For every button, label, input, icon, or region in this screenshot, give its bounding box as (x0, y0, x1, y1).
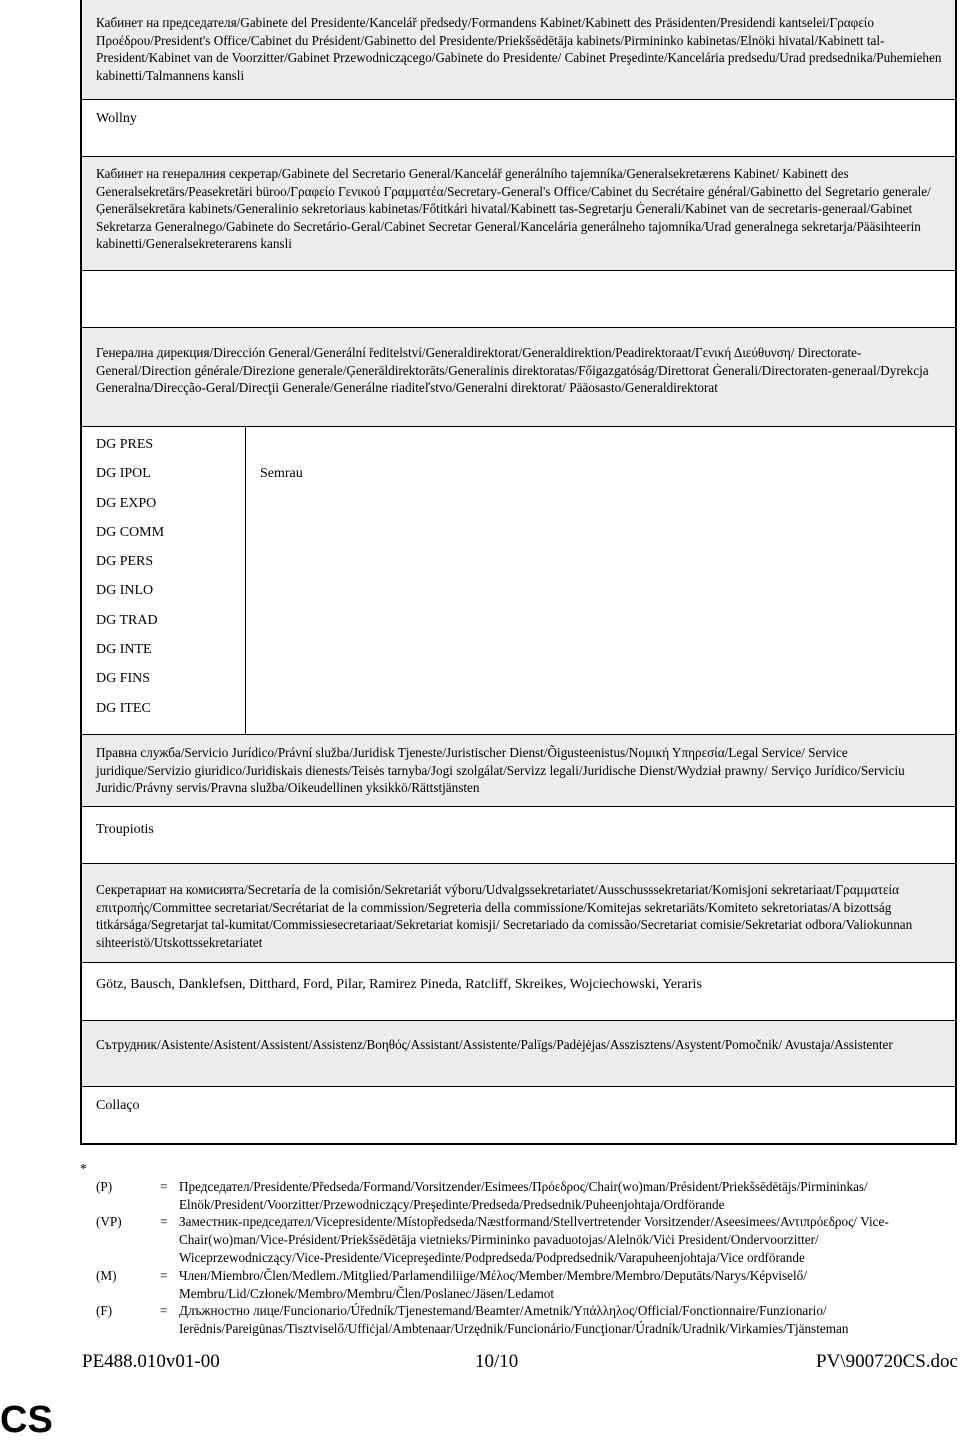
directorates-general-header (82, 327, 955, 426)
legal-service-header (82, 734, 955, 806)
secretary-general-cabinet-header (82, 156, 955, 270)
assistants-names (82, 1086, 955, 1143)
dg-item: DG COMM (96, 524, 165, 540)
dg-item: DG PERS (96, 554, 154, 570)
footnote-key: (M) (96, 1267, 117, 1283)
section-heading: Сътрудник/Asistente/Asistent/Assistent/Assistenz/Βοηθός/Assistant/Assistente/Palīgs/Padėjėjas/Asszisztens/Asystent/Pomočnik/ Avustaja/Assistenter (96, 1037, 893, 1052)
section-heading: Кабинет на председателя/Gabinete del Presidente/Kancelář předsedy/Formandens Kabinet/Kabinett des Präsidenten/Presidendi kantselei/Γραφείο Προέδρου/President's Office/Cabinet du Président/Gabinetto del Presidente/Priekšsēdētāja kabinets/Pirmininko kabinetas/Elnöki hivatal/Kabinett tal-President/Kabinet van de Voorzitter/Gabinet Przewodniczącego/Gabinete do Presidente/ Cabinet Preşedinte/Kancelária predsedu/Urad predsednika/Puhemiehen kabinetti/Talmannens kansli (96, 15, 942, 83)
names-list: Götz, Bausch, Danklefsen, Ditthard, Ford, Pilar, Ramirez Pineda, Ratcliff, Skreikes, Wojciechowski, Yeraris (96, 977, 702, 992)
names-list: Wollny (96, 111, 137, 126)
assistants-header (82, 1020, 955, 1086)
footnote-president (80, 1178, 958, 1214)
language-code: CS (0, 1399, 53, 1441)
footnote-key: (F) (96, 1303, 113, 1319)
footnote-text: Член/Miembro/Člen/Medlem./Mitglied/Parlamendiliige/Μέλος/Member/Membre/Membro/Deputāts/Narys/Képviselő/ Membru/Lid/Członek/Membro/Membru/Člen/Poslanec/Jäsen/Ledamot (179, 1267, 807, 1301)
footnote-vice-president (80, 1213, 958, 1266)
footnotes (80, 1160, 958, 1338)
president-cabinet-header (82, 0, 955, 99)
footnote-text: Заместник-председател/Vicepresidente/Místopředseda/Næstformand/Stellvertretender Vorsitzender/Aseesimees/Αντιπρόεδρος/ Vice-Chair(wo)man/Vice-Président/Priekšsēdētāja vietnieks/Pirmininko pavaduotojas/Alelnök/Viċi President/Ondervoorzitter/ Wiceprzewodniczący/Vice-Presidente/Vicepreşedinte/Podpredseda/Podpredsednik/Varapuheenjohtaja/Vice ordförande (179, 1214, 889, 1265)
dg-item: DG FINS (96, 671, 151, 687)
participants-table (80, 0, 957, 1145)
section-heading: Генерална дирекция/Dirección General/Generální ředitelství/Generaldirektorat/Generaldirektion/Peadirektoraat/Γενική Διεύθυνση/ Directorate-General/Direction générale/Direzione generale/Ģenerāldirektorāts/Generalinis direktoratas/Főigazgatóság/Direttorat Ġenerali/Directoraten-generaal/Dyrekcja Generalna/Direcção-Geral/Direcţii Generale/Generálne riaditeľstvo/Generalni direktorat/ Pääosasto/Generaldirektorat (96, 345, 929, 396)
footnote-text: Председател/Presidente/Předseda/Formand/Vorsitzender/Esimees/Πρόεδρος/Chair(wo)man/Président/Priekšsēdētājs/Pirmininkas/ Elnök/President/Voorzitter/Przewodniczący/Preşedinte/Predseda/Predsednik/Puheenjohtaja/Ordförande (179, 1178, 868, 1212)
dg-item: DG IPOL (96, 466, 151, 482)
section-heading: Секретариат на комисията/Secretaría de la comisión/Sekretariát výboru/Udvalgssekretariatet/Ausschusssekretariat/Komisjoni sekretariaat/Γραμματεία επιτροπής/Committee secretariat/Secrétariat de la commission/Segreteria della commissione/Komitejas sekretariāts/Komiteto sekretoriatas/A bizottság titkársága/Segretarjat tal-kumitat/Commissiesecretariaat/Sekretariat komisji/ Secretariado da comissão/Secretariat comisie/Sekretariat odbora/Valiokunnan sihteeristö/Utskottssekretariatet (96, 882, 913, 950)
committee-secretariat-names (82, 962, 955, 1020)
dg-list (96, 435, 164, 728)
dg-item: DG INLO (96, 583, 154, 599)
page-number: 10/10 (475, 1351, 519, 1372)
footnote-official (80, 1302, 958, 1338)
section-heading: Правна служба/Servicio Jurídico/Právní služba/Juridisk Tjeneste/Juristischer Dienst/Õigusteenistus/Νομική Υπηρεσία/Legal Service/ Service juridique/Servizio giuridico/Juridiskais dienests/Teisės tarnyba/Jogi szolgálat/Servizz legali/Juridische Dienst/Wydział prawny/ Serviço Jurídico/Serviciu Juridic/Právny servis/Pravna služba/Oikeudellinen yksikkö/Rättstjänsten (96, 745, 905, 796)
footnote-eq: = (160, 1267, 168, 1283)
directorates-general-body (82, 426, 955, 734)
legal-service-names (82, 806, 955, 863)
dg-list-column (82, 427, 246, 734)
dg-item: DG ITEC (96, 700, 151, 716)
document-reference: PE488.010v01-00 (82, 1351, 220, 1372)
dg-item: DG PRES (96, 437, 154, 452)
file-name: PV\900720CS.doc (816, 1351, 958, 1372)
footnote-member (80, 1267, 958, 1303)
footnote-key: (P) (96, 1178, 113, 1194)
footnote-marker: * (80, 1161, 87, 1176)
secretary-general-cabinet-names (82, 270, 955, 327)
footnote-eq: = (160, 1178, 168, 1194)
names-list: Troupiotis (96, 822, 154, 837)
names-list: Collaço (96, 1098, 140, 1113)
footnote-eq: = (160, 1303, 168, 1319)
footnote-key: (VP) (96, 1214, 122, 1230)
section-heading: Кабинет на генералния секретар/Gabinete del Secretario General/Kancelář generálního tajemníka/Generalsekretærens Kabinet/ Kabinett des Generalsekretärs/Peasekretäri büroo/Γραφείο Γενικού Γραμματέα/Secretary-General's Office/Cabinet du Secrétaire général/Gabinetto del Segretario generale/Ģenerālsekretāra kabinets/Generalinio sekretoriaus kabinetas/Főtitkári hivatal/Kabinett tas-Segretarju Ġenerali/Kabinet van de secretaris-generaal/Gabinet Sekretarza Generalnego/Gabinete do Secretário-Geral/Cabinet Secretar General/Kancelária generálneho tajomníka/Urad generalnega sekretarja/Pääsihteerin kabinetti/Generalsekreterarens kansli (96, 166, 931, 252)
dg-item: DG INTE (96, 642, 152, 658)
president-cabinet-names (82, 99, 955, 156)
footnote-text: Длъжностно лице/Funcionario/Úředník/Tjenestemand/Beamter/Ametnik/Υπάλληλος/Official/Fonctionnaire/Funzionario/ Ierēdnis/Pareigūnas/Tisztviselő/Uffiċjal/Ambtenaar/Urzędnik/Funcionário/Funcţionar/Úradník/Uradnik/Virkamies/Tjänsteman (179, 1303, 849, 1337)
footnote-eq: = (160, 1214, 168, 1230)
dg-item: DG TRAD (96, 612, 158, 628)
dg-item: DG EXPO (96, 495, 157, 511)
dg-names: Semrau (260, 466, 303, 481)
committee-secretariat-header (82, 863, 955, 962)
